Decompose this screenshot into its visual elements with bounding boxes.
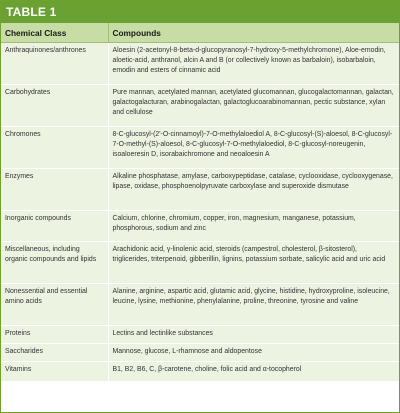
compounds-cell: B1, B2, B6, C, β-carotene, choline, folic acid and α-tocopherol <box>108 362 399 381</box>
table-row <box>1 242 399 284</box>
compounds-cell: Mannose, glucose, L-rhamnose and aldopentose <box>108 344 399 362</box>
chemical-class-cell: Inorganic compounds <box>1 211 108 242</box>
chemical-class-cell: Nonessential and essential amino acids <box>1 284 108 326</box>
chemical-class-cell: Miscellaneous, including organic compounds and lipids <box>1 242 108 284</box>
table-row <box>1 85 399 127</box>
table-row <box>1 169 399 211</box>
compounds-cell: Alkaline phosphatase, amylase, carboxypeptidase, catalase, cyclooxidase, cyclooxygenase, lipase, oxidase, phosphoenolpyruvate carboxylase and superoxide dismutase <box>108 169 399 211</box>
table-row <box>1 127 399 169</box>
table-row <box>1 43 399 85</box>
compounds-cell: Calcium, chlorine, chromium, copper, iron, magnesium, manganese, potassium, phosphorous, sodium and zinc <box>108 211 399 242</box>
compounds-table <box>1 23 399 381</box>
compounds-cell: Alanine, arginine, aspartic acid, glutamic acid, glycine, histidine, hydroxyproline, isoleucine, leucine, lysine, methionine, phenylalanine, proline, threonine, tyrosine and valine <box>108 284 399 326</box>
column-header-chemical-class: Chemical Class <box>1 23 108 43</box>
chemical-class-cell: Anthraquinones/anthrones <box>1 43 108 85</box>
table-row <box>1 362 399 381</box>
chemical-class-cell: Vitamins <box>1 362 108 381</box>
table-title: TABLE 1 <box>1 1 399 23</box>
table-row <box>1 284 399 326</box>
table-header-row <box>1 23 399 43</box>
column-header-compounds: Compounds <box>108 23 399 43</box>
compounds-cell: Aloesin (2-acetonyl-8-beta-d-glucopyranosyl-7-hydroxy-5-methylchromone), Aloe-emodin, aloetic-acid, anthranol, alcin A and B (or collectively known as barbaloin), isobarbaloin, emodin and esters of cinnamic acid <box>108 43 399 85</box>
table-row <box>1 344 399 362</box>
compounds-cell: Pure mannan, acetylated mannan, acetylated glucomannan, glucogalactomannan, galactan, galactogalacturan, arabinogalactan, galactoglucoarabinomannan, pectic substance, xylan and cellulose <box>108 85 399 127</box>
chemical-class-cell: Chromones <box>1 127 108 169</box>
chemical-class-cell: Saccharides <box>1 344 108 362</box>
table-row <box>1 211 399 242</box>
compounds-cell: Arachidonic acid, γ-linolenic acid, steroids (campestrol, cholesterol, β-sitosterol), triglicerides, triterpenoid, gibberillin, lignins, potassium sorbate, salicylic acid and uric acid <box>108 242 399 284</box>
chemical-class-cell: Enzymes <box>1 169 108 211</box>
table-row <box>1 326 399 344</box>
chemical-class-cell: Proteins <box>1 326 108 344</box>
compounds-cell: Lectins and lectinlike substances <box>108 326 399 344</box>
chemical-class-cell: Carbohydrates <box>1 85 108 127</box>
compounds-cell: 8-C-glucosyl-(2'-O-cinnamoyl)-7-O-methylaloediol A, 8-C-glucosyl-(S)-aloesol, 8-C-glucosyl-7-O-methyl-(S)-aloesol, 8-C-glucosyl-7-O-methylaloediol, 8-C-glucosyl-noreugenin, isoaloeresin D, isorabaichromone and neoaloesin A <box>108 127 399 169</box>
